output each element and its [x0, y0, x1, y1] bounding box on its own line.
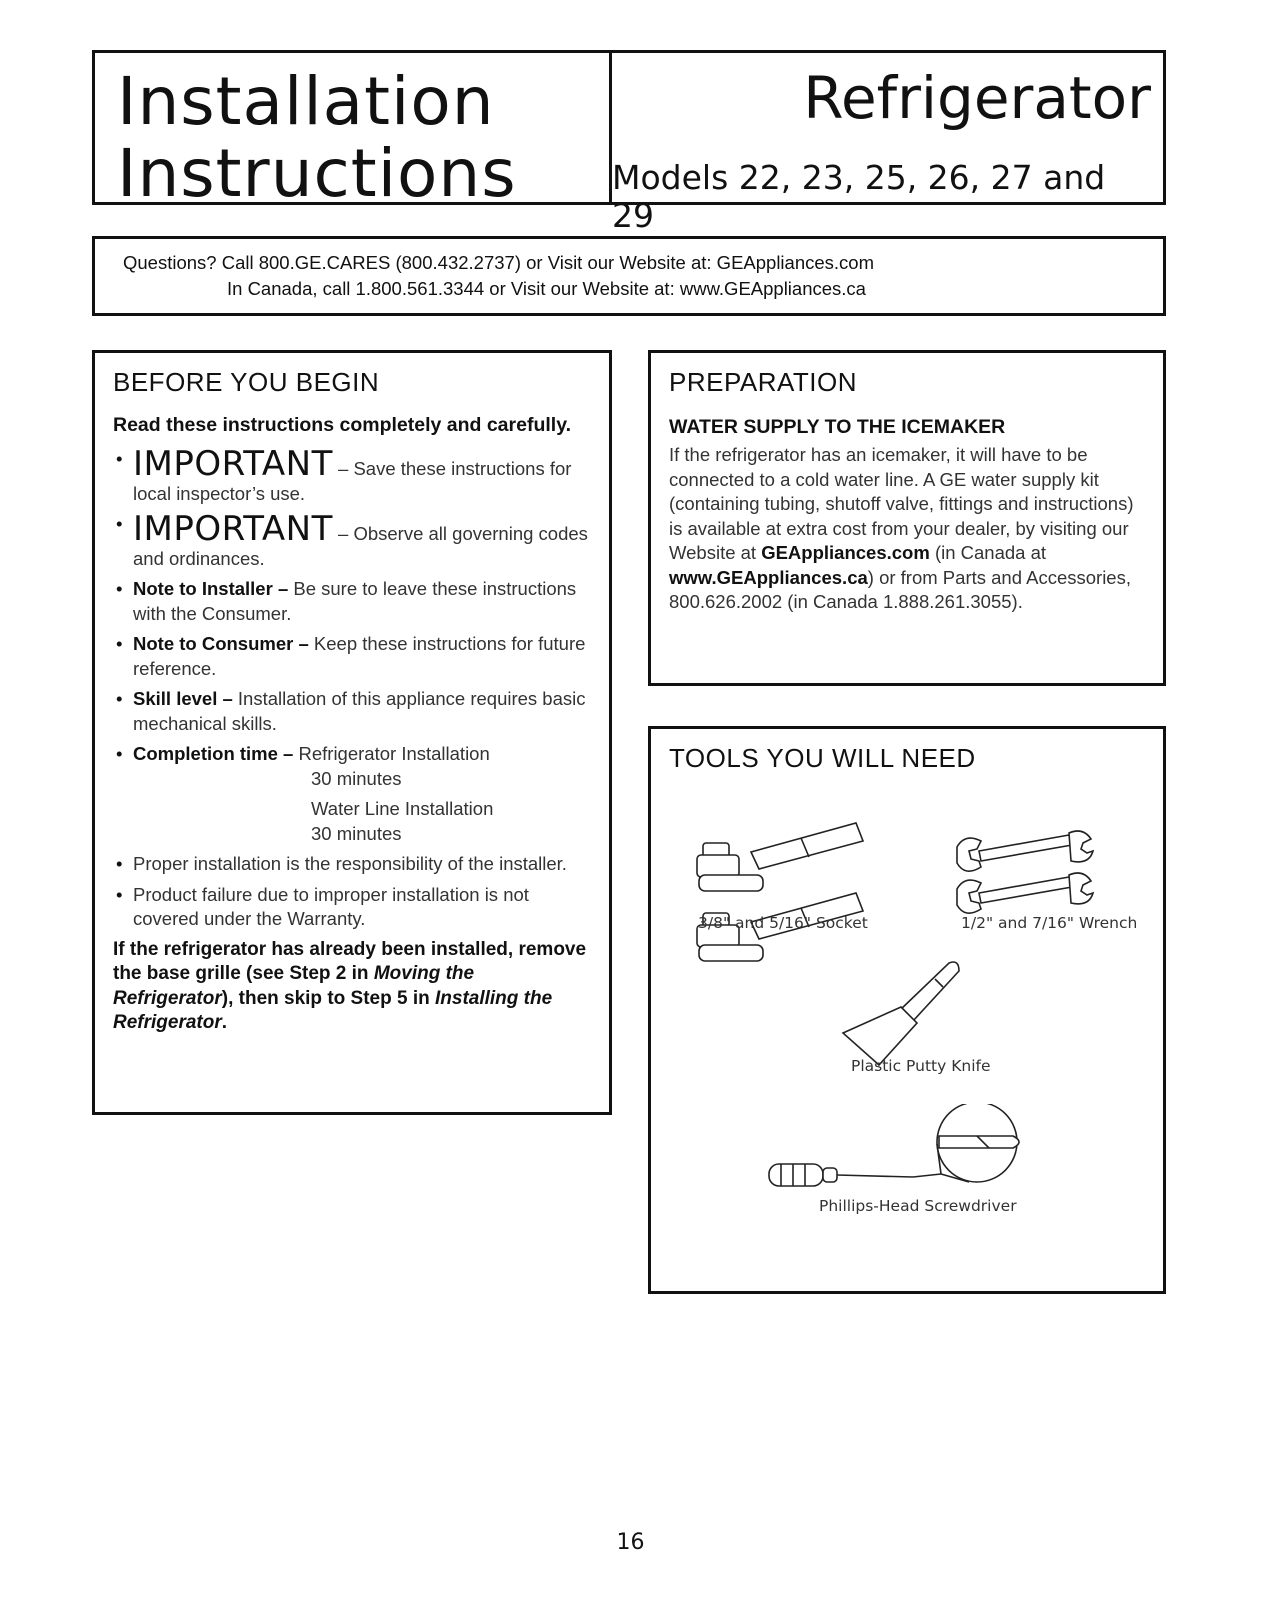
time-water-minutes: 30 minutes — [311, 822, 402, 844]
water-supply-text — [669, 443, 1149, 615]
contact-bar — [92, 236, 1166, 316]
preparation-panel — [648, 350, 1166, 686]
note-consumer-text: Keep these instructions for future reference. — [133, 633, 586, 679]
prep-text-3: ) or from Parts and Accessories, 800.626.2002 (in Canada 1.888.261.3055). — [669, 566, 1131, 612]
before-heading: BEFORE YOU BEGIN — [113, 367, 380, 397]
important-label: IMPORTANT — [133, 444, 333, 484]
note-installer-label: Note to Installer – — [133, 578, 289, 599]
important-codes-text: – Observe all governing codes and ordinances. — [133, 523, 588, 569]
note-to-installer — [113, 577, 593, 626]
doc-title-line1: Installation — [117, 63, 495, 140]
already-installed-note — [113, 938, 593, 1036]
important-save — [113, 444, 593, 506]
model-list: Models 22, 23, 25, 26, 27 and 29 — [612, 158, 1106, 235]
important-label: IMPORTANT — [133, 509, 333, 549]
prep-text-2: (in Canada at — [929, 542, 1047, 563]
final-text-3: . — [221, 1012, 228, 1033]
before-body — [113, 413, 593, 1055]
tools-panel — [648, 726, 1166, 1294]
note-to-consumer — [113, 632, 593, 681]
socket-caption: 3/8" and 5/16" Socket — [698, 914, 868, 932]
contact-us: Questions? Call 800.GE.CARES (800.432.2737) or Visit our Website at: GEAppliances.com — [123, 252, 875, 273]
time-fridge-minutes: 30 minutes — [311, 767, 402, 789]
note-installer-text: Be sure to leave these instructions with the Consumer. — [133, 578, 577, 624]
wrench-caption: 1/2" and 7/16" Wrench — [961, 914, 1138, 932]
skill-text: Installation of this appliance requires basic mechanical skills. — [133, 688, 586, 734]
moving-ref: Moving the Refrigerator — [113, 963, 475, 1009]
us-website: GEAppliances.com — [761, 542, 930, 563]
canada-website: www.GEAppliances.ca — [669, 566, 868, 588]
final-text-1: If the refrigerator has already been installed, remove the base grille (see Step 2 in — [113, 938, 587, 984]
skill-label: Skill level – — [133, 688, 233, 709]
note-consumer-label: Note to Consumer – — [133, 633, 309, 654]
doc-title-line2: Instructions — [117, 135, 517, 212]
time-water: Water Line Installation — [311, 798, 494, 819]
tools-heading: TOOLS YOU WILL NEED — [669, 743, 976, 773]
water-supply-heading: WATER SUPPLY TO THE ICEMAKER — [669, 416, 1006, 438]
putty-knife-icon — [839, 959, 969, 1069]
page-number: 16 — [616, 1530, 645, 1555]
prep-body — [669, 415, 1149, 615]
screwdriver-caption: Phillips-Head Screwdriver — [819, 1197, 1017, 1215]
time-fridge: Refrigerator Installation — [293, 743, 490, 764]
product-box — [609, 50, 1166, 235]
installer-responsibility: • Proper installation is the responsibility of the installer. — [113, 852, 593, 877]
socket-wrench-icon — [691, 817, 891, 967]
knife-caption: Plastic Putty Knife — [851, 1057, 991, 1075]
prep-text-1: If the refrigerator has an icemaker, it will have to be connected to a cold water line. A GE water supply kit (containing tubing, shutoff valve, fittings and instructions) is available at extra cost from your dealer, by visiting our Website at — [669, 444, 1134, 563]
skill-level — [113, 687, 593, 736]
final-text-2: ), then skip to Step 5 in — [221, 987, 435, 1009]
important-save-text: – Save these instructions for local inspector’s use. — [133, 458, 572, 504]
completion-time — [113, 742, 593, 846]
warranty-note: • Product failure due to improper installation is not covered under the Warranty. — [113, 883, 593, 932]
contact-canada: In Canada, call 1.800.561.3344 or Visit our Website at: www.GEAppliances.ca — [227, 278, 866, 299]
before-you-begin-panel — [92, 350, 612, 1115]
prep-heading: PREPARATION — [669, 367, 858, 397]
open-end-wrench-icon — [951, 829, 1111, 924]
title-box — [92, 50, 612, 212]
installing-ref: Installing the Refrigerator — [113, 987, 553, 1033]
time-label: Completion time – — [133, 743, 294, 764]
before-list — [113, 444, 593, 932]
product-name: Refrigerator — [803, 64, 1151, 132]
before-intro: Read these instructions completely and carefully. — [113, 414, 572, 436]
important-codes — [113, 509, 593, 571]
